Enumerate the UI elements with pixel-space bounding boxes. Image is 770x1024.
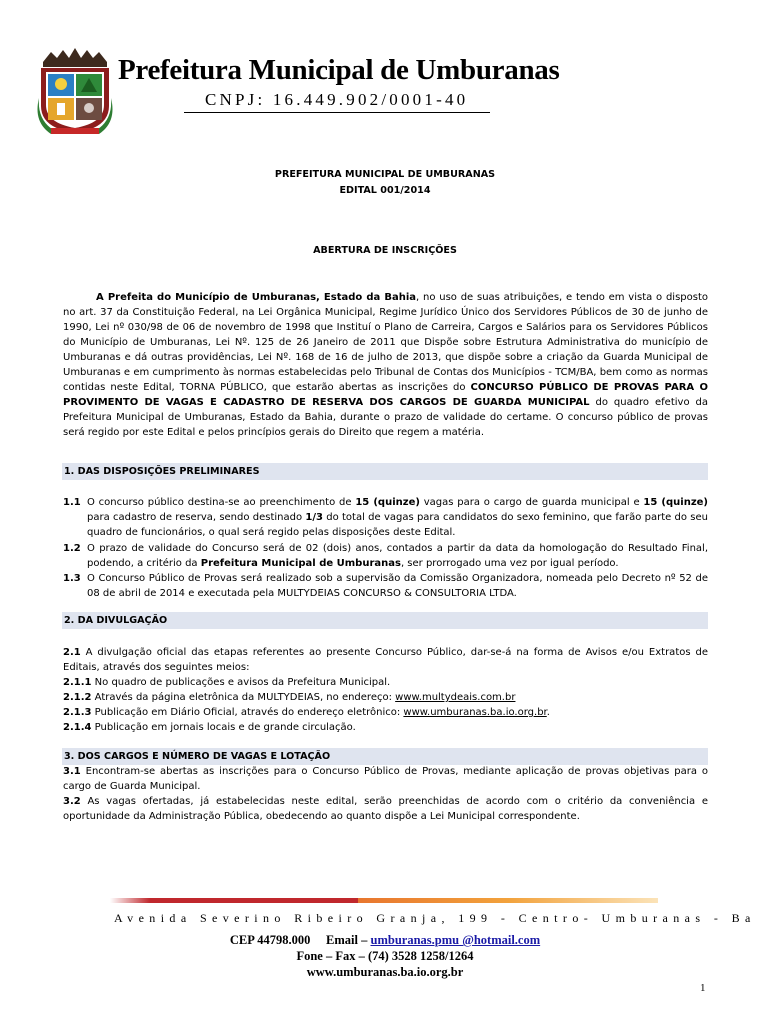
header-title: Prefeitura Municipal de Umburanas [118, 54, 560, 86]
item-bold: 1/3 [305, 512, 323, 523]
item-number: 1.1 [63, 497, 81, 508]
item-text: O Concurso Público de Provas será realizado sob a supervisão da Comissão Organizadora, nomeada pelo Decreto nº 52 de 08 de abril de 2014 e executada pela MULTYDEIAS CONCURSO & CONSULTORIA LTDA. [87, 573, 708, 599]
item-text: para cadastro de reserva, sendo destinado [87, 512, 306, 523]
item-number: 2.1.3 [63, 707, 92, 718]
section-1-title: 1. DAS DISPOSIÇÕES PRELIMINARES [62, 463, 708, 480]
doc-heading-line1: PREFEITURA MUNICIPAL DE UMBURANAS [274, 169, 496, 180]
item-text: No quadro de publicações e avisos da Prefeitura Municipal. [91, 677, 391, 688]
item-number: 1.2 [63, 543, 81, 554]
section-2-title: 2. DA DIVULGAÇÃO [62, 612, 708, 629]
intro-bold-2: CONCURSO PÚBLICO DE PROVAS PARA O PROVIMENTO DE VAGAS E CADASTRO DE RESERVA DOS CARGOS DE GUARDA MUNICIPAL [63, 382, 709, 408]
intro-paragraph [63, 290, 708, 440]
footer-color-bar [110, 898, 658, 903]
footer-email-label: Email – [326, 933, 368, 947]
item-text: As vagas ofertadas, já estabelecidas neste edital, serão preenchidas de acordo com o critério da conveniência e oportunidade da Administração Pública, obedecendo ao quanto dispõe a Lei Municipal correspondente. [63, 796, 708, 822]
item-text: , ser prorrogado uma vez por igual período. [400, 558, 619, 569]
item-3-2 [63, 794, 708, 824]
item-3-1 [63, 764, 708, 794]
item-number: 2.1.2 [63, 692, 92, 703]
intro-text-2: do quadro efetivo da Prefeitura Municipal de Umburanas, Estado da Bahia, durante o prazo de validade do certame. O concurso público de provas será regido por este Edital e pelos princípios gerais do Direito que regem a matéria. [63, 397, 708, 438]
item-number: 3.1 [63, 766, 81, 777]
footer-phone: Fone – Fax – (74) 3528 1258/1264 [296, 949, 474, 963]
item-2-1-2 [63, 690, 708, 705]
item-text: vagas para o cargo de guarda municipal e [419, 497, 644, 508]
item-number: 2.1.4 [63, 722, 92, 733]
item-text: Publicação em jornais locais e de grande circulação. [91, 722, 356, 733]
item-number: 3.2 [63, 796, 81, 807]
item-text: A divulgação oficial das etapas referentes ao presente Concurso Público, dar-se-á na forma de Avisos e/ou Extratos de Editais, através dos seguintes meios: [63, 647, 708, 673]
umburanas-site-link[interactable]: www.umburanas.ba.io.org.br [403, 707, 547, 718]
item-1-3 [63, 571, 708, 601]
item-text: Encontram-se abertas as inscrições para o Concurso Público de Provas, mediante aplicação de provas objetivas para o cargo de Guarda Municipal. [63, 766, 708, 792]
page-number: 1 [700, 982, 706, 994]
footer-address: Avenida Severino Ribeiro Granja, 199 - Centro- Umburanas - Ba [114, 911, 756, 925]
header-cnpj: CNPJ: 16.449.902/0001-40 [205, 90, 469, 109]
intro-text-1: , no uso de suas atribuições, e tendo em vista o disposto no art. 37 da Constituição Federal, na Lei Orgânica Municipal, Regime Jurídico Único dos Servidores Públicos de 30 de junho de 1990, Lei nº 030/98 de 06 de novembro de 1998 que Instituí o Plano de Carreira, Cargos e Salários para os Servidores Públicos do Município de Umburanas, Lei Nº. 125 de 26 Janeiro de 2011 que Dispõe sobre Estrutura Administrativa do município de Umburanas e dá outras providências, Lei Nº. 168 de 16 de julho de 2013, que dispõe sobre a criação da Guarda Municipal de Umburanas e em cumprimento às normas estabelecidas pelo Tribunal de Contas dos Municípios - TCM/BA, bem como as normas contidas neste Edital, TORNA PÚBLICO, que estarão abertas as inscrições do [63, 292, 708, 393]
item-text: . [546, 707, 550, 718]
footer-site: www.umburanas.ba.io.org.br [306, 965, 464, 979]
footer-cep: CEP 44798.000 [229, 933, 311, 947]
item-bold: Prefeitura Municipal de Umburanas [200, 558, 401, 569]
header-divider [184, 112, 490, 113]
footer-email-link[interactable]: umburanas.pmu @hotmail.com [370, 933, 541, 947]
footer-contact-line [0, 932, 770, 948]
item-bold: 15 (quinze) [355, 497, 420, 508]
section-3-title: 3. DOS CARGOS E NÚMERO DE VAGAS E LOTAÇÃO [62, 748, 708, 765]
item-number: 1.3 [63, 573, 81, 584]
item-1-1 [63, 495, 708, 540]
multydeias-link[interactable]: www.multydeais.com.br [395, 692, 516, 703]
item-2-1-1 [63, 675, 708, 690]
doc-heading-line2: EDITAL 001/2014 [339, 185, 431, 196]
item-number: 2.1.1 [63, 677, 92, 688]
item-2-1-3 [63, 705, 708, 720]
item-text: Publicação em Diário Oficial, através do endereço eletrônico: [91, 707, 404, 718]
item-bold: 15 (quinze) [643, 497, 709, 508]
doc-subtitle: ABERTURA DE INSCRIÇÕES [313, 245, 457, 256]
municipal-crest-logo [37, 48, 113, 134]
item-2-1 [63, 645, 708, 675]
item-number: 2.1 [63, 647, 81, 658]
intro-bold-1: A Prefeita do Município de Umburanas, Estado da Bahia [96, 292, 417, 303]
item-1-2 [63, 541, 708, 571]
item-text: O prazo de validade do Concurso será de 02 (dois) anos, contados a partir da data da homologação do Resultado Final, podendo, a critério da [87, 543, 708, 569]
item-text: do total de vagas para candidatos do sexo feminino, que farão parte do seu quadro de funcionários, o qual será regido pelas disposições deste Edital. [87, 512, 709, 538]
item-2-1-4 [63, 720, 708, 735]
item-text: Através da página eletrônica da MULTYDEIAS, no endereço: [91, 692, 396, 703]
item-text: O concurso público destina-se ao preenchimento de [87, 497, 356, 508]
